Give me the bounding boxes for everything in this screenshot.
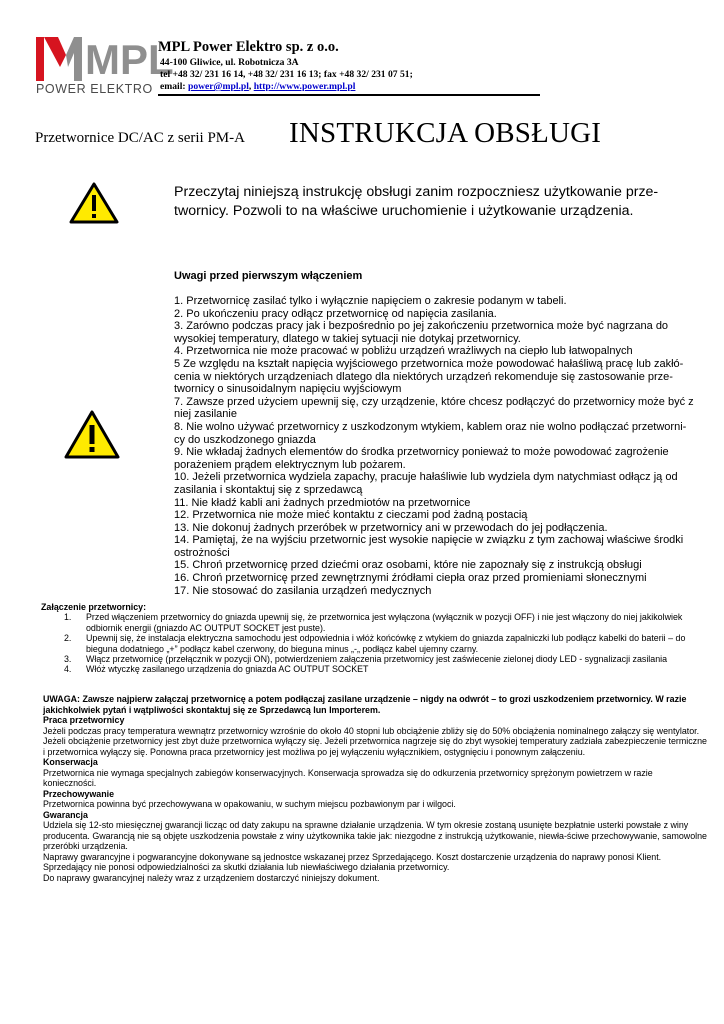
company-address: 44-100 Gliwice, ul. Robotnicza 3A — [160, 57, 299, 68]
mpl-logo-mark — [36, 36, 174, 83]
email-separator: , — [248, 81, 252, 92]
connection-section — [41, 602, 696, 675]
list-item: 10. Jeżeli przetwornica wydziela zapachy, pracuje hałaśliwie lub wydziela dym natychmiast odłącz ją od zasilania i skontaktuj się z sprzedawcą — [174, 471, 678, 496]
step-number: 4. — [64, 664, 72, 675]
company-phones: tel +48 32/ 231 16 14, +48 32/ 231 16 13; fax +48 32/ 231 07 51; — [160, 69, 413, 80]
step-text: Przed włączeniem przetwornicy do gniazda upewnij się, że przetwornica jest wyłączona (wyłącznik w pozycji OFF) i nie jest włączony do niej jakikolwiek odbiornik energii (gniazdo AC OUTPUT SOCKET jest puste). — [86, 612, 683, 633]
step-text: Upewnij się, że instalacja elektryczna samochodu jest odpowiednia i włóż końcówkę z wtykiem do gniazda zapalniczki lub podłącz kabelki do baterii – do bieguna dodatniego „+” podłącz kabel czerwony, do bieguna minus „-„ podłącz kabel ujemny czarny. — [86, 633, 686, 654]
section-heading: Konserwacja — [43, 757, 98, 767]
series-label: Przetwornice DC/AC z serii PM-A — [35, 130, 245, 146]
section-paragraph: Do naprawy gwarancyjnej należy wraz z urządzeniem dostarczyć niniejszy dokument. — [43, 872, 380, 883]
step-number: 1. — [64, 612, 72, 623]
list-item: 9. Nie wkładaj żadnych elementów do środka przetwornicy ponieważ to może powodować zagrożenie porażeniem prądem elektrycznym lub pożarem. — [174, 446, 669, 471]
company-name: MPL Power Elektro sp. z o.o. — [158, 39, 339, 55]
document-title: INSTRUKCJA OBSŁUGI — [289, 117, 602, 149]
list-item — [41, 612, 696, 633]
section-paragraph: Jeżeli podczas pracy temperatura wewnątrz przetwornicy wzrośnie do około 40 stopni lub obciążenie zbliży się do 50% obciążenia nominalnego załączy się wentylator. Jeżeli obciążenie przetwornicy jest zbyt duże przetwornica wyłączy się. Jeżeli przetwornica nagrzeje się do zbyt wysokiej temperatury zadziała zabezpieczenie termiczne i przetwornica wyłączy się. Ponowna praca przetwornicy jest możliwa po jej wyłączeniu wyłącznikiem, ostygnięciu i ponownym załączeniu. — [43, 725, 707, 757]
list-item: 7. Zawsze przed użyciem upewnij się, czy urządzenie, które chcesz podłączyć do przetwornicy może być z niej zasilanie — [174, 395, 694, 421]
section-heading: Praca przetwornicy — [43, 715, 125, 725]
list-item: 12. Przetwornica nie może mieć kontaktu z cieczami pod żadną postacią — [174, 509, 528, 522]
section-paragraph: Przetwornica nie wymaga specjalnych zabiegów konserwacyjnych. Konserwacja sprowadza się do odkurzenia przetwornicy sprężonym powietrzem w razie konieczności. — [43, 767, 653, 788]
email-link[interactable]: power@mpl.pl — [187, 81, 249, 92]
info-sections — [43, 694, 708, 883]
warning-triangle-icon — [69, 182, 119, 229]
list-item: 14. Pamiętaj, że na wyjściu przetwornic jest wysokie napięcie w związku z tym zachowaj właściwe środki ostrożności — [174, 534, 684, 559]
list-item — [41, 633, 696, 654]
intro-text: Przeczytaj niniejszą instrukcję obsługi zanim rozpoczniesz użytkowanie prze-twornicy. Pozwoli to na właściwe uruchomienie i użytkowanie urządzenia. — [174, 184, 659, 219]
warning-triangle-icon — [64, 410, 120, 465]
list-item: 15. Chroń przetwornicę przed dziećmi oraz osobami, które nie zapoznały się z instrukcją obsługi — [174, 559, 642, 572]
contact-line — [160, 81, 355, 92]
list-item: 2. Po ukończeniu pracy odłącz przetwornicę od napięcia zasilania. — [174, 307, 497, 320]
logo-subtext: POWER ELEKTRO — [36, 82, 153, 96]
step-number: 2. — [64, 633, 72, 644]
logo-text: MPL — [85, 36, 174, 83]
list-item: 17. Nie stosować do zasilania urządzeń medycznych — [174, 584, 432, 597]
list-item: 3. Zarówno podczas pracy jak i bezpośrednio po jej zakończeniu przetwornica może być nagrzana do wysokiej temperatury, dlatego w takiej sytuacji nie dotykaj przetwornicy. — [174, 320, 669, 345]
list-item: 1. Przetwornicę zasilać tylko i wyłącznie napięciem o zakresie podanym w tabeli. — [174, 295, 567, 307]
connection-heading: Załączenie przetwornicy: — [41, 602, 147, 612]
section-paragraph: Sprzedający nie ponosi odpowiedzialności za skutki działania lub niewłaściwego działania przetwornicy. — [43, 862, 450, 872]
list-item: 4. Przetwornica nie może pracować w pobliżu urządzeń wrażliwych na ciepło lub łatwopalnych — [174, 345, 633, 358]
email-label: email: — [160, 81, 186, 92]
list-item: 5 Ze względu na kształt napięcia wyjściowego przetwornica może powodować hałaśliwą pracę lub zakłó-cenia w niektórych urządzeniach dlatego dla niektórych urządzeń rekomenduje się zastosowanie prze-twornicy o sinusoidalnym napięciu wyjściowym — [174, 357, 684, 396]
section-paragraph: Przetwornica powinna być przechowywana w opakowaniu, w suchym miejscu pozbawionym par i wilgoci. — [43, 799, 456, 809]
notes-list — [174, 295, 694, 597]
warning-text: UWAGA: Zawsze najpierw załączaj przetwornicę a potem podłączaj zasilane urządzenie – nigdy na odwrót – to grozi uszkodzeniem przetwornicy. W razie jakichkolwiek pytań i wątpliwości skontaktuj się ze Sprzedawcą lun Importerem. — [43, 694, 687, 715]
list-item — [41, 654, 696, 664]
step-text: Włóż wtyczkę zasilanego urządzenia do gniazda AC OUTPUT SOCKET — [86, 664, 369, 675]
connection-steps — [41, 612, 696, 674]
header-rule — [158, 94, 540, 96]
notes-heading: Uwagi przed pierwszym włączeniem — [174, 270, 363, 282]
section-heading: Przechowywanie — [43, 788, 115, 799]
list-item: 13. Nie dokonuj żadnych przeróbek w przetwornicy ani w przewodach do jej podłączenia. — [174, 521, 608, 534]
section-heading: Gwarancja — [43, 809, 88, 820]
section-paragraph: Naprawy gwarancyjne i pogwarancyjne dokonywane są jednostce wskazanej przez Sprzedającego. Koszt dostarczenie urządzenia do naprawy ponosi Klient. — [43, 851, 662, 862]
list-item — [41, 664, 696, 674]
section-paragraph: Udziela się 12-sto miesięcznej gwarancji licząc od daty zakupu na sprawne działanie urządzenia. W tym okresie zostaną usunięte bezpłatnie usterki powstałe z winy producenta. Gwarancją nie są objęte uszkodzenia powstałe z winy użytkownika takie jak: niezgodne z instrukcją użytkowanie, niewła-ściwe przechowywanie, samowolne przeróbki urządzenia. — [43, 820, 707, 851]
list-item: 8. Nie wolno używać przetwornicy z uszkodzonym wtykiem, kablem oraz nie wolno podłączać przetworni-cy do uszkodzonego gniazda — [174, 420, 687, 446]
website-link[interactable]: http://www.power.mpl.pl — [253, 81, 356, 92]
step-number: 3. — [64, 654, 72, 665]
list-item: 11. Nie kładź kabli ani żadnych przedmiotów na przetwornice — [174, 496, 471, 509]
step-text: Włącz przetwornicę (przełącznik w pozycji ON), potwierdzeniem załączenia przetwornicy jest zaświecenie zielonej diody LED - sygnalizacji zasilania — [86, 654, 668, 665]
list-item: 16. Chroń przetwornicę przed zewnętrznymi źródłami ciepła oraz przed promieniami słonecznymi — [174, 572, 647, 585]
